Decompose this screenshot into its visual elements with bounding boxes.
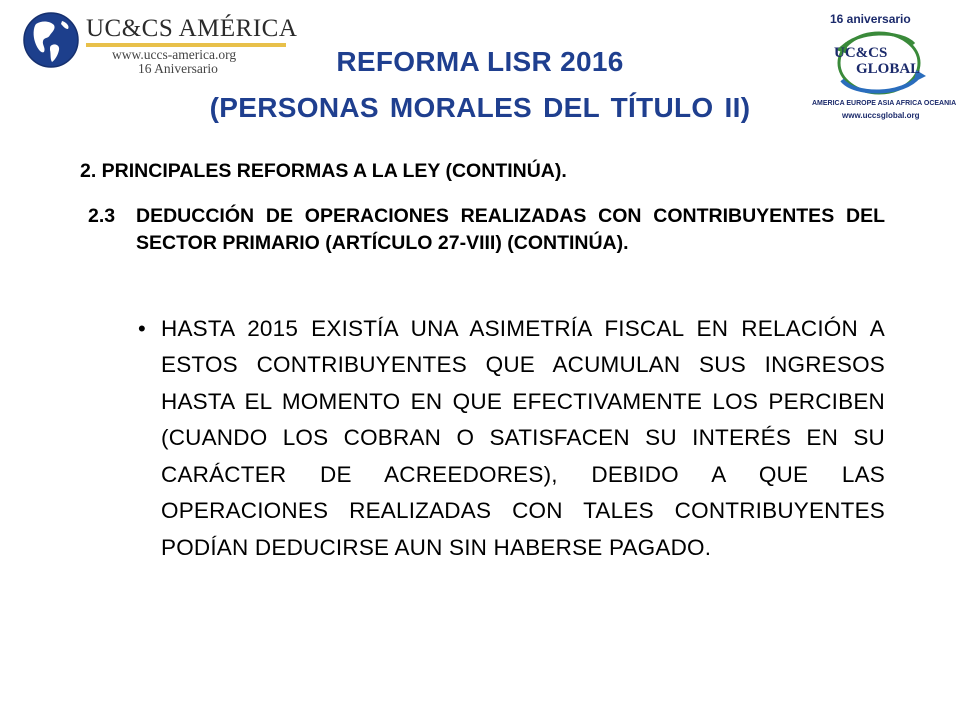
global-name-line2: GLOBAL	[856, 61, 921, 77]
slide-title: REFORMA LISR 2016	[336, 46, 624, 77]
global-continents: AMERICA EUROPE ASIA AFRICA OCEANIA	[812, 100, 957, 107]
subsection-number: 2.3	[88, 205, 116, 227]
bullet-icon: •	[138, 316, 146, 341]
global-anniversary: 16 aniversario	[830, 12, 911, 26]
brand-url: www.uccs-america.org	[112, 47, 237, 62]
slide-subtitle: (PERSONAS MORALES DEL TÍTULO II)	[209, 92, 751, 123]
global-url: www.uccsglobal.org	[842, 111, 920, 120]
brand-name: UC&CS AMÉRICA	[86, 15, 298, 42]
bullet-text: HASTA 2015 EXISTÍA UNA ASIMETRÍA FISCAL EN RELACIÓN A ESTOS CONTRIBUYENTES QUE ACUMULAN SUS INGRESOS HASTA EL MOMENTO EN QUE EFECTIVAMENTE LOS PERCIBEN (CUANDO LOS COBRAN O SATISFACEN SU INTERÉS EN SU CARÁCTER DE ACREEDORES), DEBIDO A QUE LAS OPERACIONES REALIZADAS CON TALES CONTRIBUYENTES PODÍAN DEDUCIRSE AUN SIN HABERSE PAGADO.	[161, 316, 885, 560]
subsection-heading: DEDUCCIÓN DE OPERACIONES REALIZADAS CON CONTRIBUYENTES DEL SECTOR PRIMARIO (ARTÍCULO 27-VIII) (CONTINÚA).	[136, 205, 885, 254]
brand-anniversary: 16 Aniversario	[138, 61, 218, 76]
global-name-line1: UC&CS	[834, 45, 888, 61]
section-heading: 2. PRINCIPALES REFORMAS A LA LEY (CONTINÚA).	[80, 160, 567, 182]
